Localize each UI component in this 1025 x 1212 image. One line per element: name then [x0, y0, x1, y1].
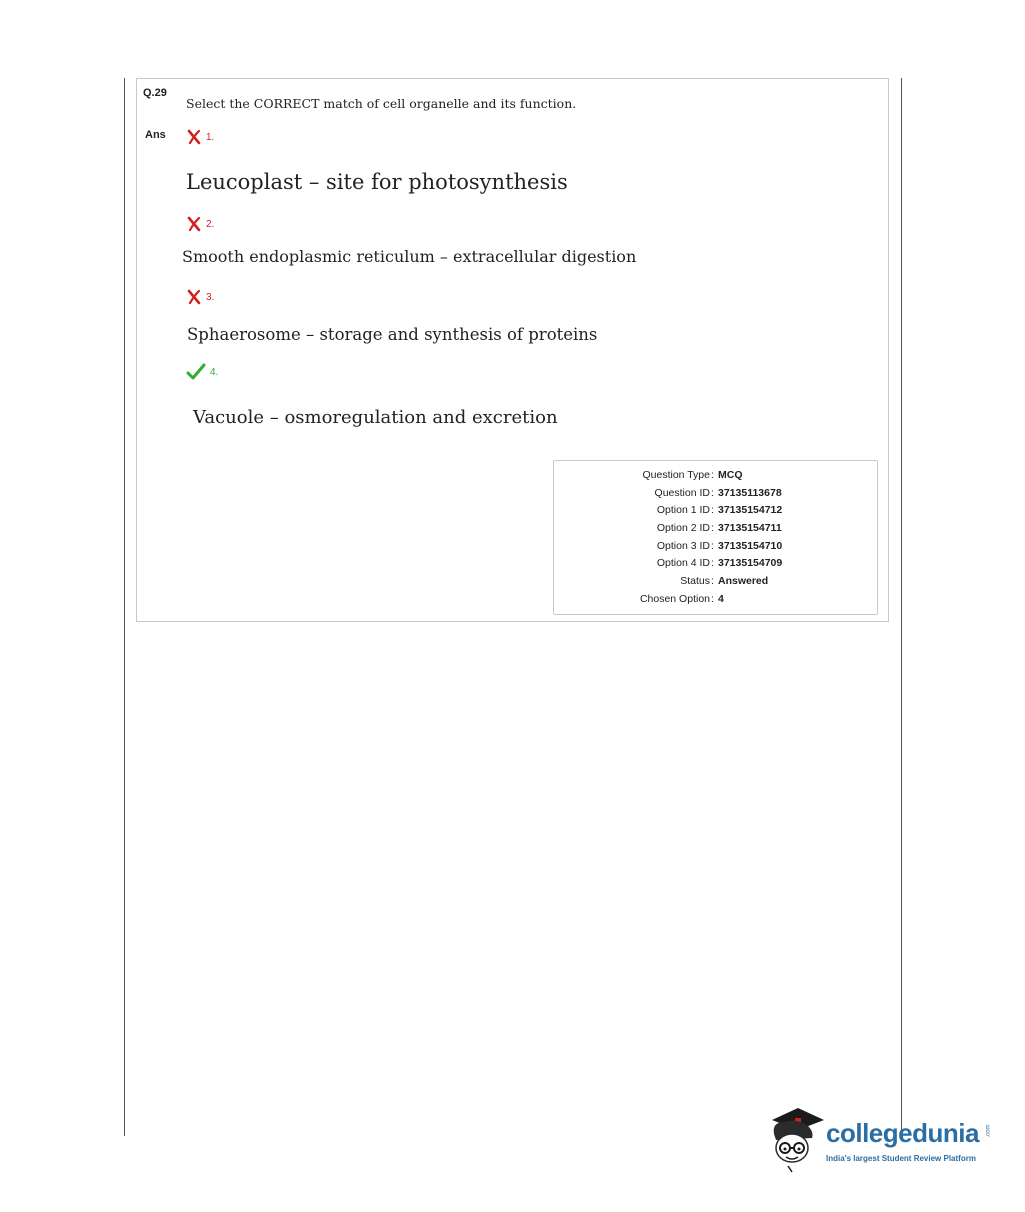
detail-option-2-id: Option 2 ID : 37135154711 — [656, 522, 782, 534]
option-1-marker — [186, 129, 214, 145]
logo-wordmark: collegedunia — [826, 1118, 979, 1148]
page-border-left — [124, 78, 125, 1136]
option-2-text: Smooth endoplasmic reticulum – extracellular digestion — [182, 247, 637, 266]
detail-option-3-id: Option 3 ID : 37135154710 — [656, 540, 783, 552]
detail-question-type: Question Type : MCQ — [642, 469, 743, 481]
detail-question-id: Question ID : 37135113678 — [654, 487, 782, 499]
option-1-text: Leucoplast – site for photosynthesis — [186, 170, 568, 194]
answer-label: Ans — [145, 129, 166, 141]
collegedunia-logo — [768, 1104, 993, 1174]
cross-icon — [186, 289, 202, 305]
cross-icon — [186, 129, 202, 145]
detail-option-1-id: Option 1 ID : 37135154712 — [656, 504, 783, 516]
option-3-text: Sphaerosome – storage and synthesis of proteins — [187, 325, 598, 344]
mascot-icon — [768, 1104, 826, 1174]
option-4-number: 4. — [210, 366, 219, 378]
question-text: Select the CORRECT match of cell organelle and its function. — [186, 96, 577, 111]
logo-suffix: .com — [985, 1124, 992, 1138]
option-4-marker — [186, 363, 218, 381]
option-2-number: 2. — [206, 218, 215, 230]
detail-status: Status : Answered — [680, 575, 769, 587]
option-1-number: 1. — [206, 131, 215, 143]
question-number: Q.29 — [143, 87, 167, 99]
option-2-marker — [186, 216, 214, 232]
detail-chosen-option: Chosen Option : 4 — [639, 593, 724, 605]
detail-option-4-id: Option 4 ID : 37135154709 — [656, 557, 783, 569]
option-3-marker — [186, 289, 214, 305]
check-icon — [186, 363, 206, 381]
cross-icon — [186, 216, 202, 232]
option-4-text: Vacuole – osmoregulation and excretion — [193, 407, 558, 428]
option-3-number: 3. — [206, 291, 215, 303]
logo-tagline: India's largest Student Review Platform — [826, 1154, 976, 1163]
page-border-right — [901, 78, 902, 1140]
